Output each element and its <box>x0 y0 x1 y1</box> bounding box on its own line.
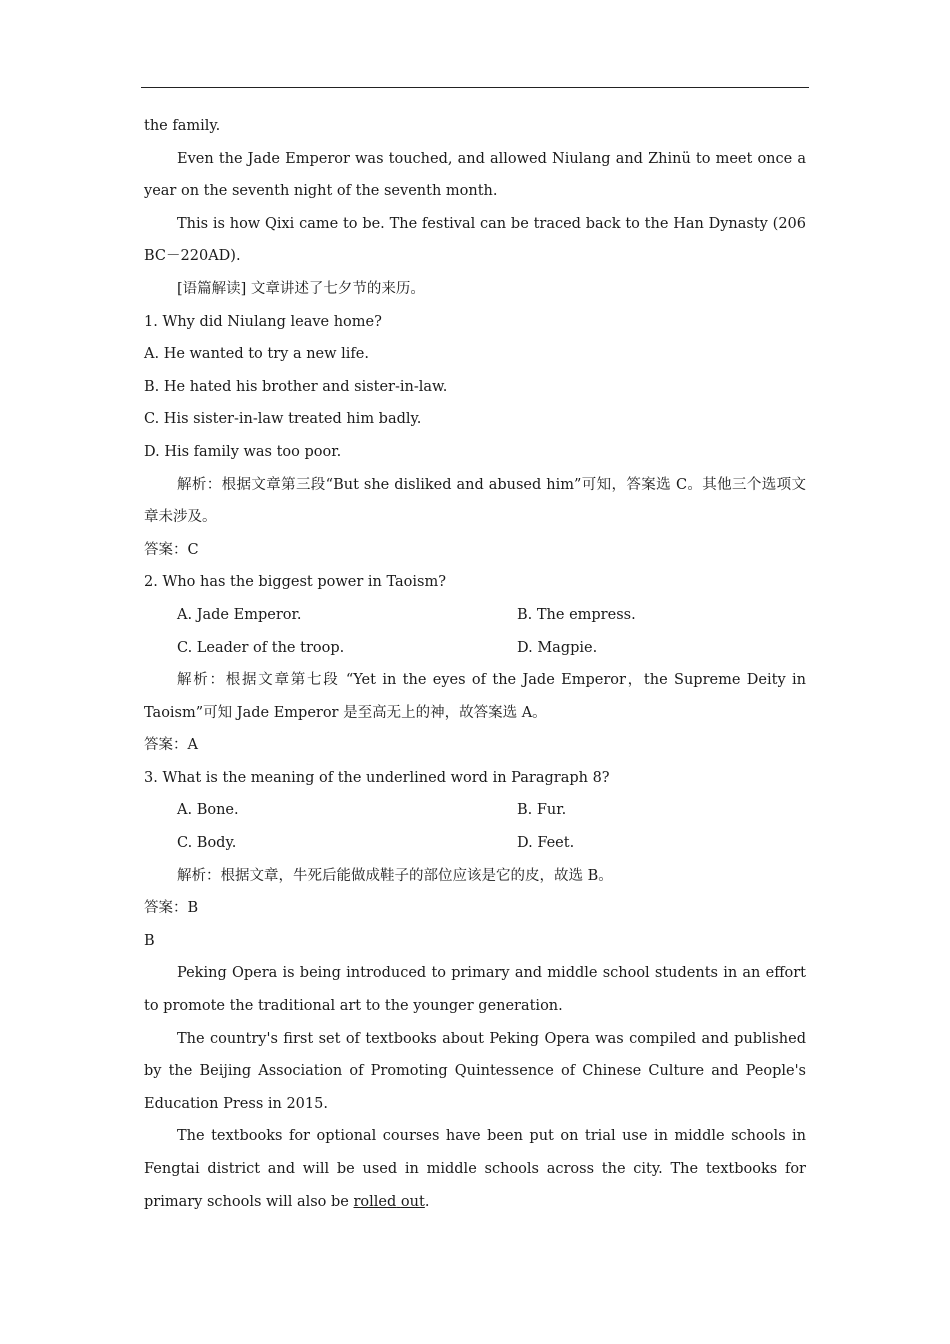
analysis: 解析：根据文章第七段 “Yet in the eyes of the Jade Emperor，the Supreme Deity in Taoism”可知 Jade Emperor 是至高无上的神，故答案选 A。 <box>144 672 806 721</box>
section-heading: B <box>144 932 155 949</box>
option: B. The empress. <box>517 606 636 623</box>
paragraph <box>144 1120 806 1218</box>
paragraph: Peking Opera is being introduced to primary and middle school students in an effort to promote the traditional art to the younger generation. <box>144 965 806 1015</box>
answer: 答案：B <box>144 900 199 917</box>
option: A. Bone. <box>177 802 239 819</box>
option-row <box>144 632 806 665</box>
reading-note: [语篇解读] 文章讲述了七夕节的来历。 <box>177 280 425 297</box>
answer: 答案：A <box>144 737 198 754</box>
header-rule <box>141 87 809 88</box>
document-body <box>144 110 806 1218</box>
answer: 答案：C <box>144 541 199 558</box>
question-stem: 3. What is the meaning of the underlined word in Paragraph 8? <box>144 769 610 786</box>
paragraph-text: . <box>424 1193 430 1210</box>
option: C. His sister-in-law treated him badly. <box>144 411 422 428</box>
option: D. His family was too poor. <box>144 443 342 460</box>
analysis: 解析：根据文章，牛死后能做成鞋子的部位应该是它的皮，故选 B。 <box>177 867 613 884</box>
underlined-word: rolled <box>353 1193 397 1210</box>
option: D. Magpie. <box>517 639 598 656</box>
question-stem: 2. Who has the biggest power in Taoism? <box>144 574 447 591</box>
option: D. Feet. <box>517 835 575 852</box>
paragraph: The country's first set of textbooks about Peking Opera was compiled and published by the Beijing Association of Promoting Quintessence of Chinese Culture and People's Education Press in 2015. <box>144 1030 806 1112</box>
paragraph: Even the Jade Emperor was touched, and allowed Niulang and Zhinü to meet once a year on the seventh night of the seventh month. <box>144 150 806 200</box>
option: B. Fur. <box>517 802 567 819</box>
underlined-word: out <box>400 1193 425 1210</box>
option-row <box>144 599 806 632</box>
option: A. Jade Emperor. <box>177 606 302 623</box>
paragraph: This is how Qixi came to be. The festival can be traced back to the Han Dynasty (206 BC－220AD). <box>144 215 806 265</box>
question-stem: 1. Why did Niulang leave home? <box>144 313 382 330</box>
paragraph: the family. <box>144 118 221 134</box>
option: C. Leader of the troop. <box>177 639 345 656</box>
option: C. Body. <box>177 835 237 852</box>
paragraph-text: The textbooks for optional courses have been put on trial use in middle schools in Fengtai district and will be used in middle schools across the city. The textbooks for primary schools will also be <box>144 1128 806 1210</box>
option: A. He wanted to try a new life. <box>144 346 369 363</box>
option-row <box>144 794 806 827</box>
analysis: 解析：根据文章第三段“But she disliked and abused him”可知，答案选 C。其他三个选项文章未涉及。 <box>144 476 806 526</box>
option-row <box>144 827 806 860</box>
option: B. He hated his brother and sister-in-law. <box>144 378 448 395</box>
